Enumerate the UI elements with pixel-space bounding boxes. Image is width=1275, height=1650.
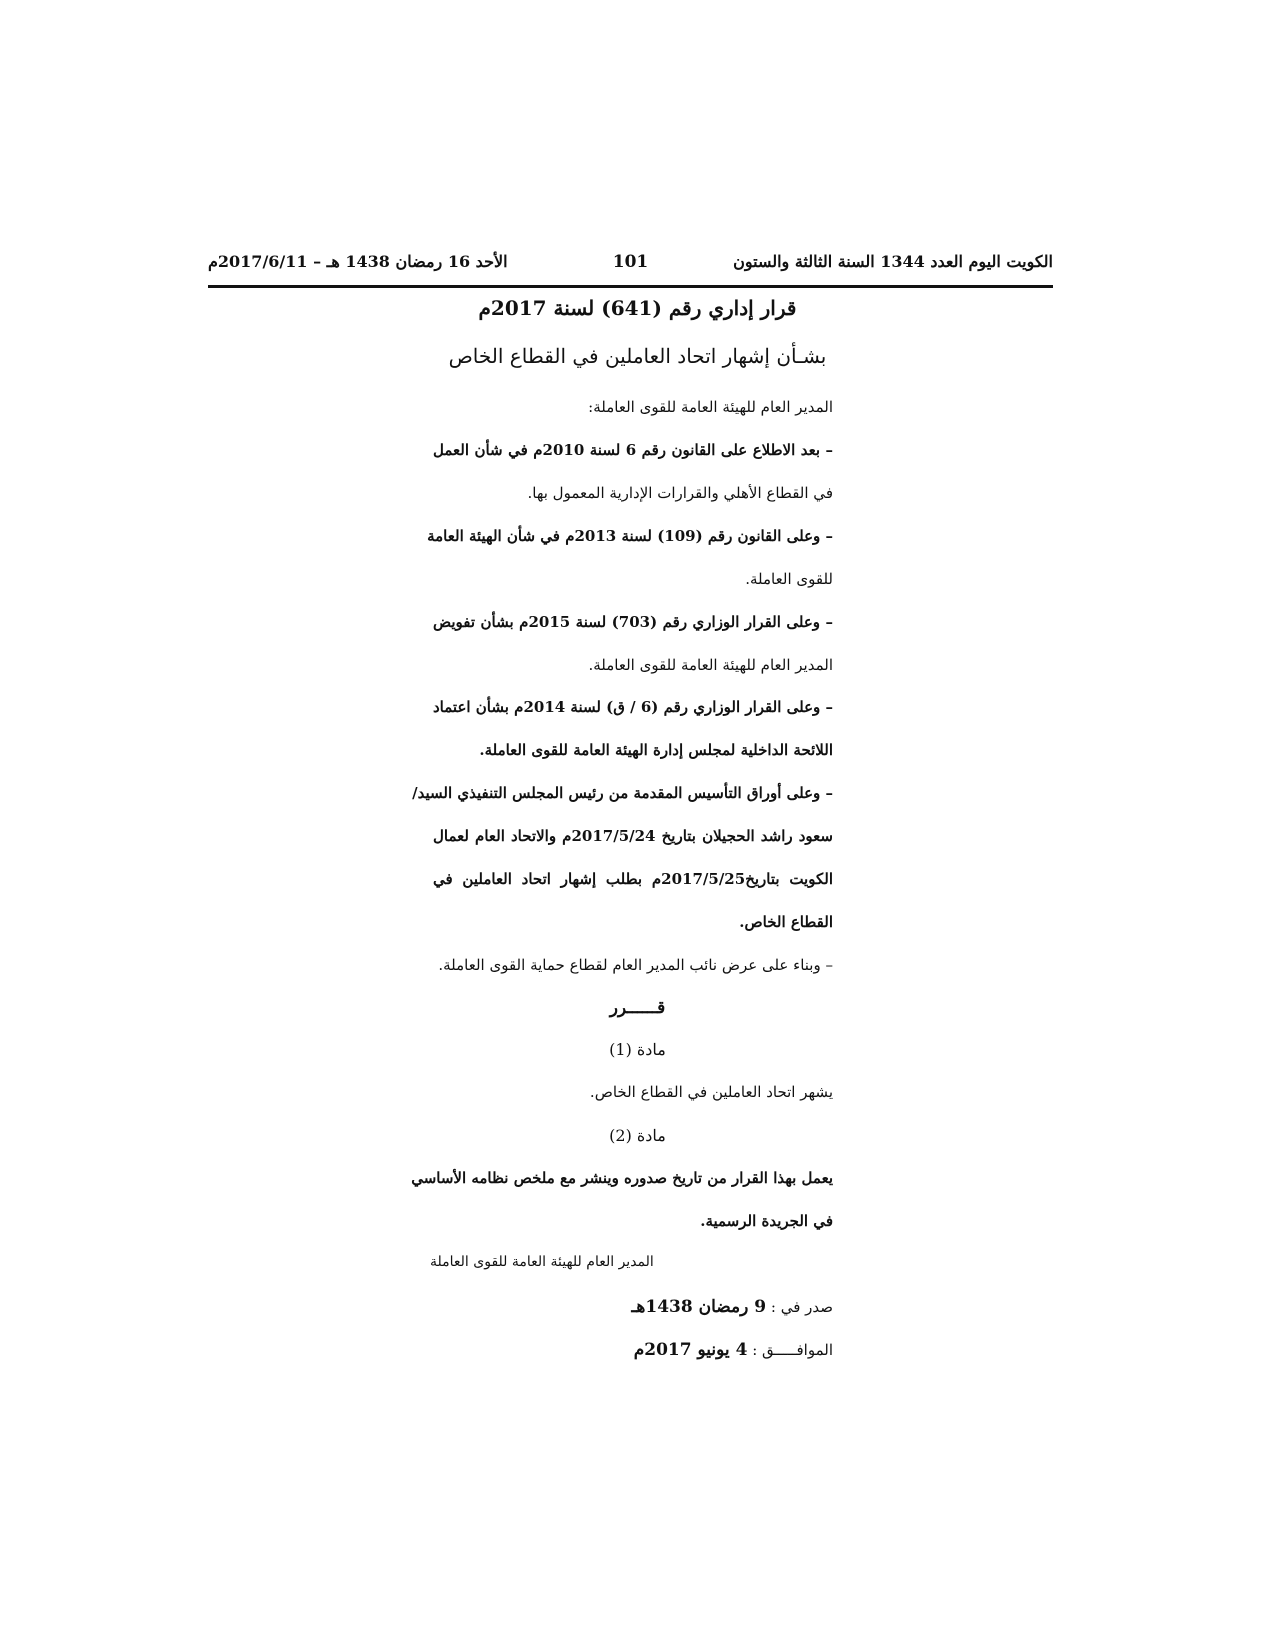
article-heading: مادة (1)	[609, 1040, 666, 1059]
issuer-line: المدير العام للهيئة العامة للقوى العاملة:	[588, 398, 833, 416]
preamble-line: الكويت بتاريخ2017/5/25م بطلب إشهار اتحاد العاملين في	[433, 870, 833, 888]
preamble-line: القطاع الخاص.	[739, 913, 833, 931]
preamble-line: – وعلى القرار الوزاري رقم (703) لسنة 2015م بشأن تفويض	[433, 613, 834, 631]
header-date: الأحد 16 رمضان 1438 هـ – 2017/6/11م	[208, 252, 508, 271]
article-text: يشهر اتحاد العاملين في القطاع الخاص.	[589, 1083, 833, 1101]
article-heading: مادة (2)	[609, 1126, 666, 1145]
preamble-line: – وعلى أوراق التأسيس المقدمة من رئيس المجلس التنفيذي السيد/	[412, 784, 833, 802]
page-header	[208, 252, 1053, 278]
preamble-line: – بعد الاطلاع على القانون رقم 6 لسنة 2010م في شأن العمل	[433, 441, 833, 459]
decided-heading: قــــــرر	[609, 998, 666, 1018]
decision-subject: بشـأن إشهار اتحاد العاملين في القطاع الخاص	[448, 344, 827, 368]
corresponding-label: الموافـــــق :	[752, 1341, 833, 1359]
article-text: يعمل بهذا القرار من تاريخ صدوره وينشر مع ملخص نظامه الأساسي	[411, 1169, 833, 1187]
article-text: في الجريدة الرسمية.	[700, 1212, 833, 1230]
issued-date	[631, 1297, 833, 1317]
preamble-line: اللائحة الداخلية لمجلس إدارة الهيئة العامة للقوى العاملة.	[479, 741, 833, 759]
preamble-line: للقوى العاملة.	[745, 570, 833, 588]
preamble-line: – وبناء على عرض نائب المدير العام لقطاع حماية القوى العاملة.	[438, 956, 833, 974]
signature-title: المدير العام للهيئة العامة للقوى العاملة	[430, 1254, 654, 1270]
issued-value: 9 رمضان 1438هـ	[631, 1297, 767, 1317]
issue-info: الكويت اليوم العدد 1344 السنة الثالثة والستون	[733, 252, 1053, 271]
preamble-line: في القطاع الأهلي والقرارات الإدارية المعمول بها.	[527, 484, 833, 502]
preamble-line: – وعلى القانون رقم (109) لسنة 2013م في شأن الهيئة العامة	[427, 527, 833, 545]
preamble-line: سعود راشد الحجيلان بتاريخ 2017/5/24م والاتحاد العام لعمال	[433, 827, 833, 845]
preamble-line: المدير العام للهيئة العامة للقوى العاملة.	[588, 656, 833, 674]
corresponding-value: 4 يونيو 2017م	[633, 1340, 748, 1360]
corresponding-date	[634, 1340, 833, 1360]
decision-title: قرار إداري رقم (641) لسنة 2017م	[478, 296, 797, 320]
issued-label: صدر في :	[770, 1298, 833, 1316]
header-divider	[208, 285, 1053, 288]
page-number: 101	[612, 252, 649, 272]
preamble-line: – وعلى القرار الوزاري رقم (6 / ق) لسنة 2014م بشأن اعتماد	[433, 698, 833, 716]
